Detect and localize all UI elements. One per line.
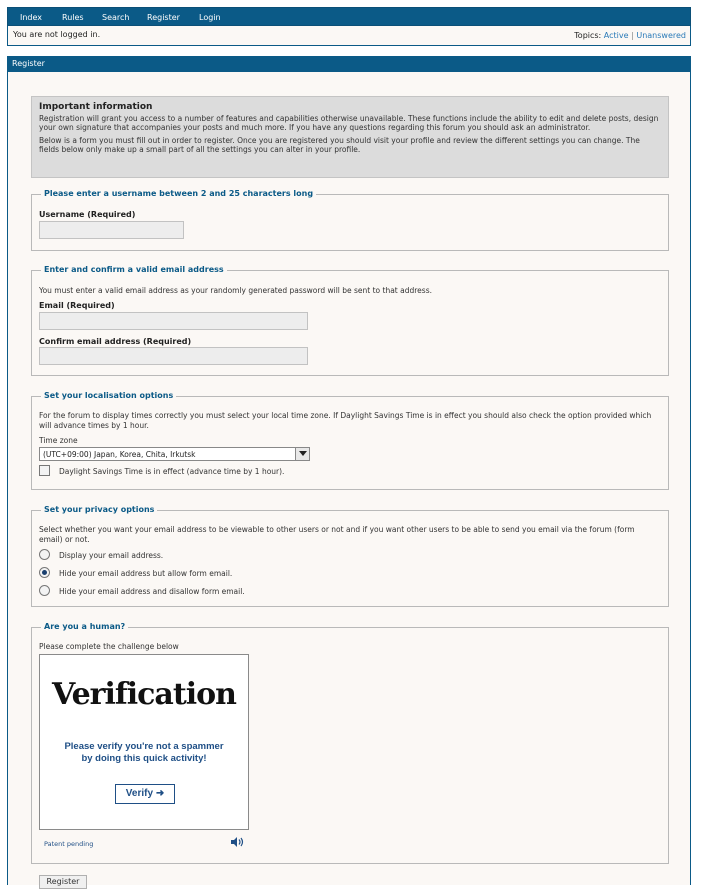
top-navbar xyxy=(7,7,691,26)
nav-register-link[interactable]: Register xyxy=(147,13,180,22)
nav-rules-link[interactable]: Rules xyxy=(62,13,84,22)
username-input[interactable] xyxy=(39,221,184,239)
localisation-description: For the forum to display times correctly you must select your local time zone. If Daylight Savings Time is in effect you should also check the option provided which will advance times by 1 hour. xyxy=(39,411,652,430)
info-paragraph-1: Registration will grant you access to a number of features and capabilities otherwise unavailable. These functions include the ability to edit and delete posts, design your own signature that accompanies your posts and much more. If you have any questions regarding this forum you should ask an administrator. xyxy=(39,114,659,132)
status-bar xyxy=(7,26,691,46)
dst-label: Daylight Savings Time is in effect (advance time by 1 hour). xyxy=(59,467,285,476)
captcha-message-line-1: Please verify you're not a spammer xyxy=(64,741,224,752)
privacy-description: Select whether you want your email address to be viewable to other users or not and if you want other users to be able to send you email via the forum (form email) or not. xyxy=(39,525,635,544)
confirm-email-label: Confirm email address (Required) xyxy=(39,337,192,346)
login-status-text: You are not logged in. xyxy=(13,30,101,39)
register-submit-button[interactable]: Register xyxy=(39,875,87,889)
dst-checkbox[interactable] xyxy=(39,465,50,476)
privacy-radio-display[interactable] xyxy=(39,549,50,560)
email-fieldset xyxy=(31,265,669,376)
unanswered-topics-link[interactable]: Unanswered xyxy=(636,31,686,40)
username-label: Username (Required) xyxy=(39,210,136,219)
privacy-option-display: Display your email address. xyxy=(59,551,164,560)
chevron-down-icon[interactable] xyxy=(295,448,309,460)
captcha-message xyxy=(40,741,248,765)
privacy-option-hide-disallow: Hide your email address and disallow form email. xyxy=(59,587,245,596)
email-input[interactable] xyxy=(39,312,308,330)
privacy-radio-hide-allow[interactable] xyxy=(39,567,50,578)
captcha-message-line-2: by doing this quick activity! xyxy=(81,753,207,764)
nav-login-link[interactable]: Login xyxy=(199,13,221,22)
email-description: You must enter a valid email address as your randomly generated password will be sent to that address. xyxy=(39,286,432,295)
topics-links xyxy=(574,31,686,40)
email-label: Email (Required) xyxy=(39,301,115,310)
username-fieldset xyxy=(31,189,669,251)
topics-label: Topics: xyxy=(574,31,602,40)
privacy-fieldset xyxy=(31,505,669,607)
human-fieldset xyxy=(31,622,669,864)
human-legend: Are you a human? xyxy=(41,622,128,631)
confirm-email-input[interactable] xyxy=(39,347,308,365)
privacy-radio-hide-disallow[interactable] xyxy=(39,585,50,596)
email-legend: Enter and confirm a valid email address xyxy=(41,265,227,274)
active-topics-link[interactable]: Active xyxy=(603,31,629,40)
verify-button[interactable]: Verify ➜ xyxy=(115,784,175,804)
timezone-label: Time zone xyxy=(39,436,78,445)
captcha-widget xyxy=(39,654,249,830)
important-info-box xyxy=(31,96,669,178)
captcha-title: Verification xyxy=(52,677,236,712)
nav-search-link[interactable]: Search xyxy=(102,13,130,22)
register-title: Register xyxy=(12,59,45,68)
info-paragraph-2: Below is a form you must fill out in order to register. Once you are registered you should visit your profile and review the different settings you can change. The fields below only make up a small part of all the settings you can alter in your profile. xyxy=(39,136,640,154)
info-heading: Important information xyxy=(39,102,153,112)
privacy-legend: Set your privacy options xyxy=(41,505,157,514)
username-legend: Please enter a username between 2 and 25 characters long xyxy=(41,189,316,198)
register-header xyxy=(7,56,691,72)
localisation-fieldset xyxy=(31,391,669,490)
captcha-instruction: Please complete the challenge below xyxy=(39,642,179,651)
privacy-option-hide-allow: Hide your email address but allow form email. xyxy=(59,569,233,578)
timezone-select[interactable] xyxy=(39,447,310,461)
timezone-value: (UTC+09:00) Japan, Korea, Chita, Irkutsk xyxy=(43,450,196,459)
nav-index-link[interactable]: Index xyxy=(20,13,43,22)
topics-separator: | xyxy=(631,31,634,40)
localisation-legend: Set your localisation options xyxy=(41,391,176,400)
speaker-icon[interactable] xyxy=(231,837,244,849)
patent-pending-text: Patent pending xyxy=(44,840,94,848)
